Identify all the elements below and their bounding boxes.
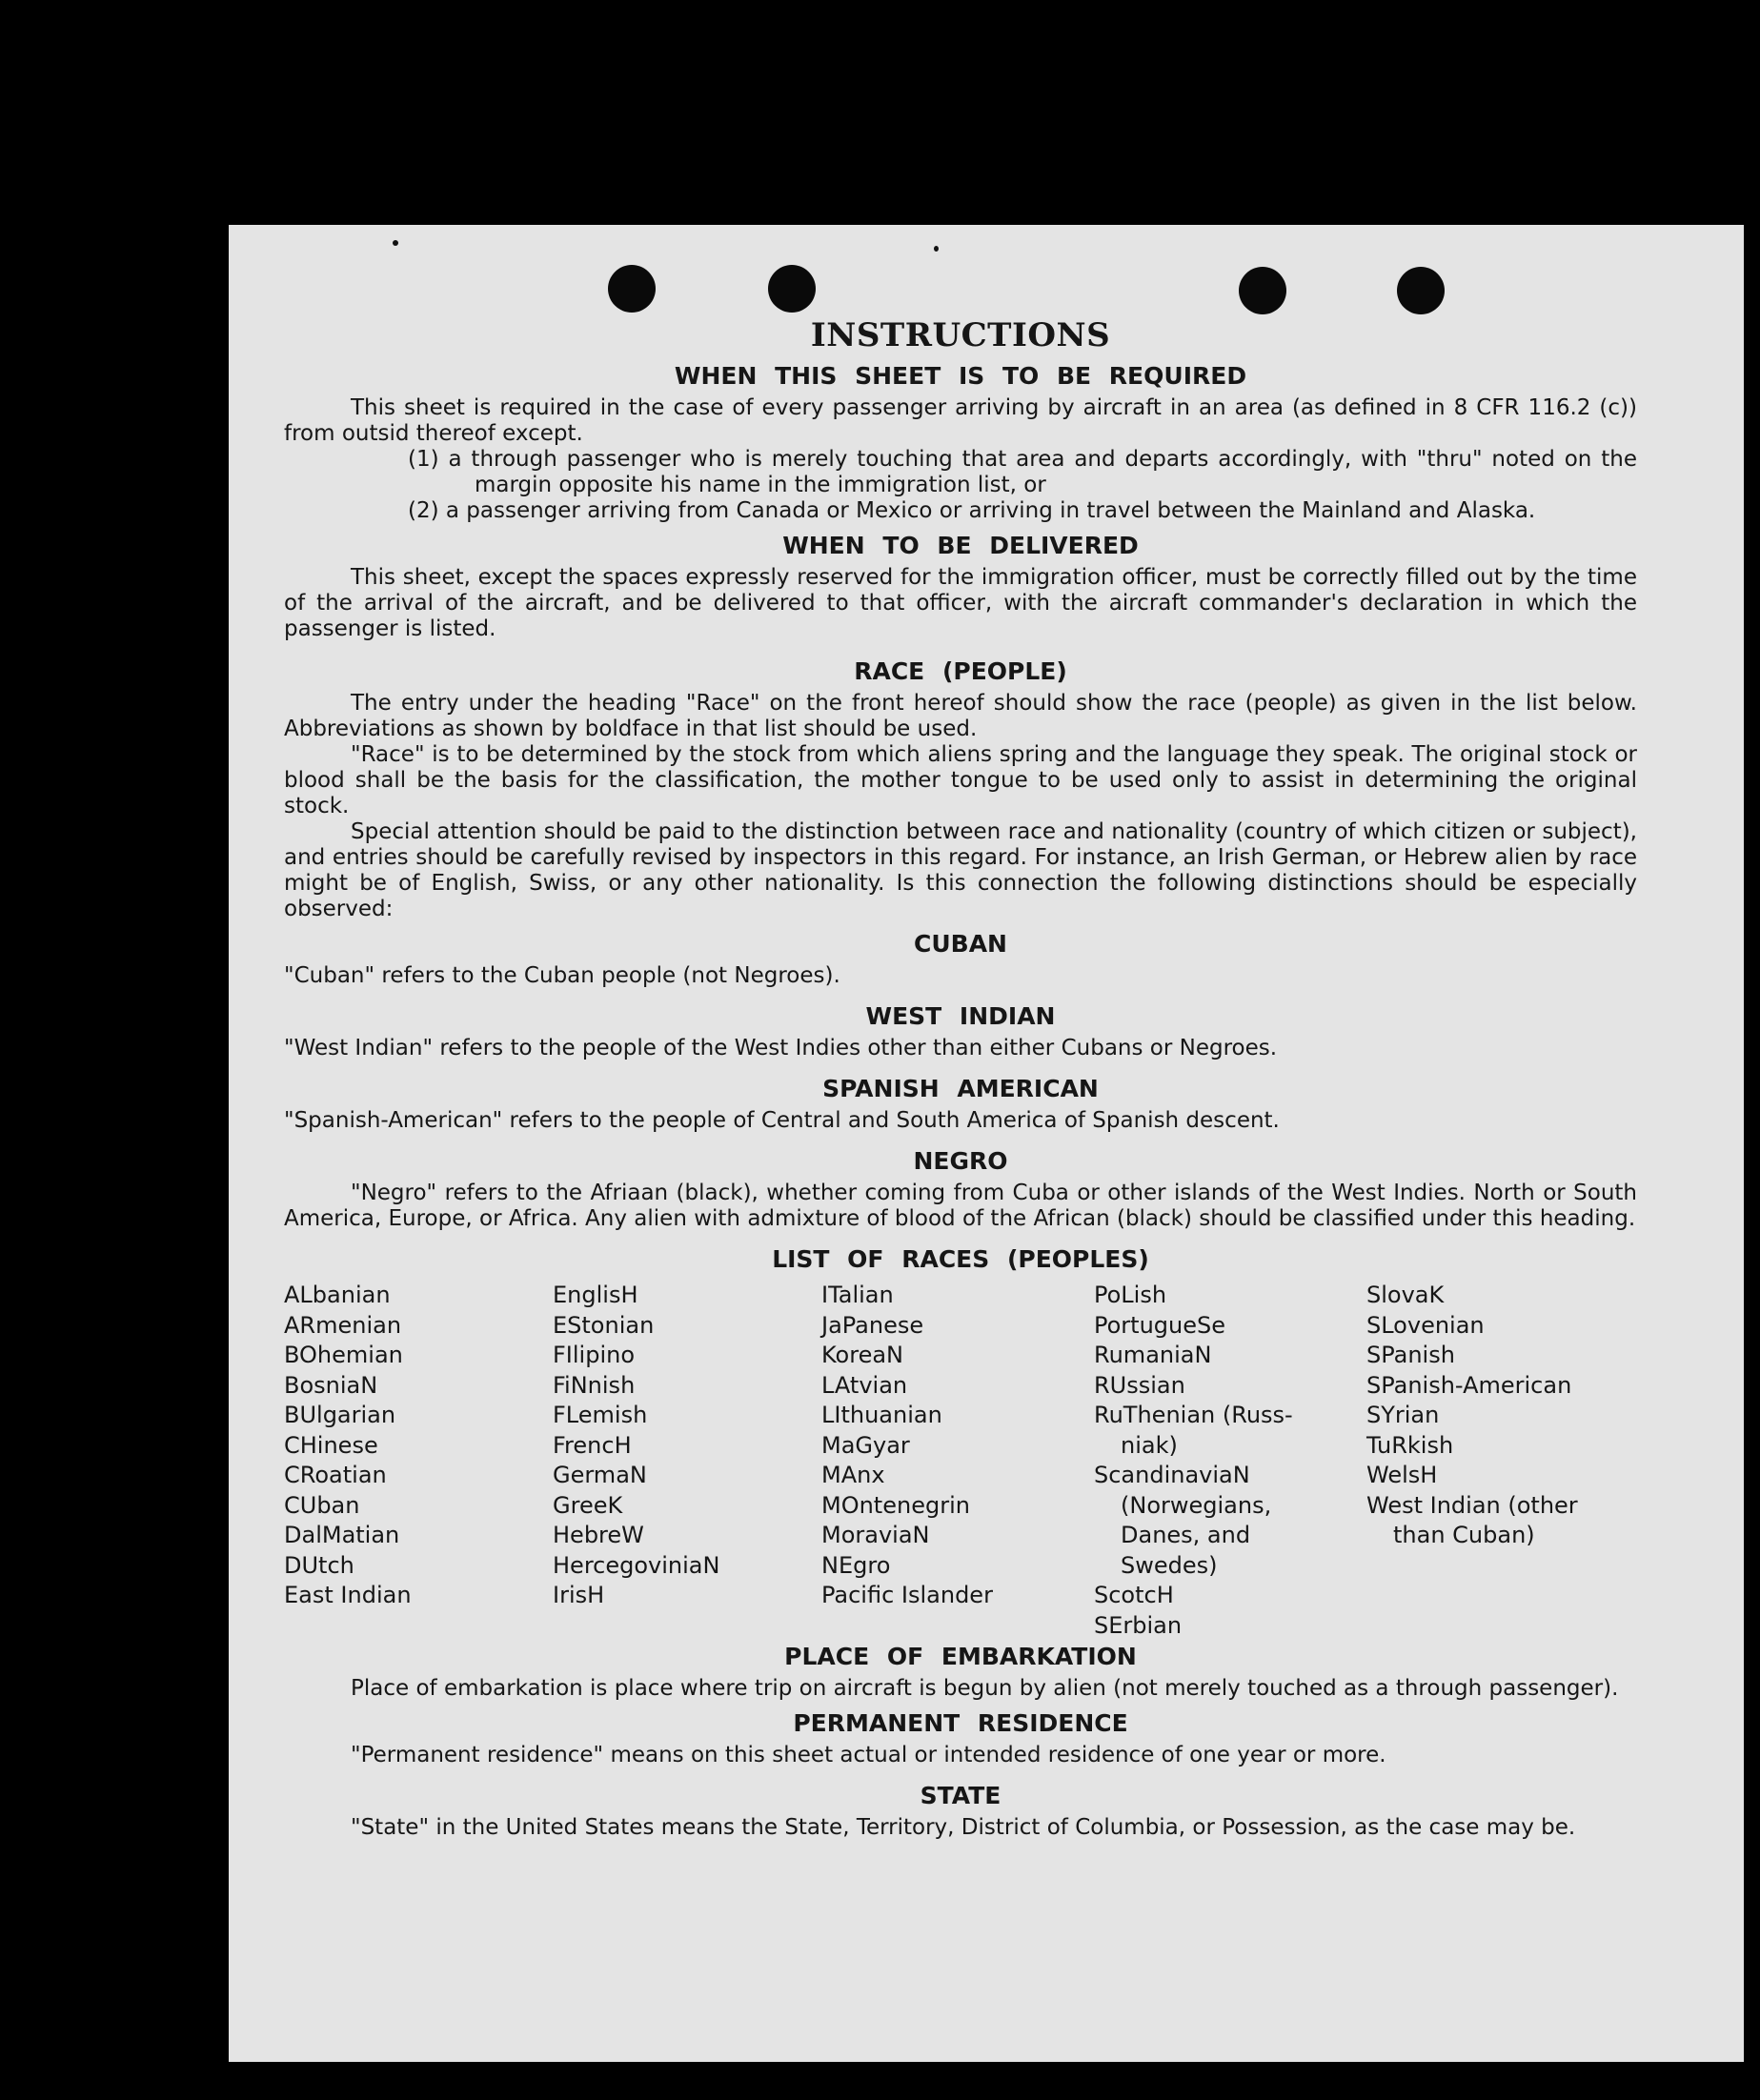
paragraph-cuban: "Cuban" refers to the Cuban people (not Negroes). [284,963,840,988]
race-entry: CRoatian [284,1462,387,1488]
race-entry: IrisH [553,1582,605,1608]
race-entry: LAtvian [821,1371,908,1399]
paragraph-spanish-american: "Spanish-American" refers to the people of Central and South America of Spanish descent. [284,1108,1280,1133]
speck [393,240,398,246]
heading-state: STATE [920,1782,1001,1809]
race-entry: MAnx [821,1462,885,1488]
race-entry: RuThenian (Russ-niak) [1094,1402,1293,1459]
race-entry: ITalian [821,1282,894,1308]
heading-when-delivered: WHEN TO BE DELIVERED [782,532,1139,559]
race-entry: BOhemian [284,1342,403,1368]
race-entry: SErbian [1094,1611,1183,1639]
punch-hole [1239,267,1286,314]
race-entry: PortugueSe [1094,1311,1225,1339]
races-column-5 [1366,1281,1637,1641]
punch-hole [608,265,656,313]
race-entry: FiNnish [553,1371,636,1399]
races-column-3 [821,1281,1094,1641]
race-entry: MaGyar [821,1431,910,1459]
paragraph-race-1: The entry under the heading "Race" on the front hereof should show the race (people) as given in the list below. Abbreviations as shown by boldface in that list should be used. [284,691,1637,741]
race-entry: FLemish [553,1402,648,1428]
race-entry: FrencH [553,1431,632,1459]
heading-cuban: CUBAN [914,930,1007,958]
race-entry: SPanish [1366,1342,1455,1368]
exception-item-1: (1) a through passenger who is merely touching that area and departs accordingly, with "thru" noted on the margin opposite his name in the immigration list, or [408,447,1637,497]
race-entry: HebreW [553,1522,644,1548]
paragraph-permanent-residence: "Permanent residence" means on this sheet actual or intended residence of one year or more. [351,1743,1386,1767]
race-entry: JaPanese [821,1311,924,1339]
race-entry: WelsH [1366,1462,1438,1488]
paragraph-west-indian: "West Indian" refers to the people of the West Indies other than either Cubans or Negroes. [284,1036,1278,1060]
paragraph-state: "State" in the United States means the State, Territory, District of Columbia, or Possession, as the case may be. [351,1815,1576,1840]
race-entry: KoreaN [821,1342,903,1368]
race-entry: DUtch [284,1551,354,1579]
race-entry: GreeK [553,1491,623,1519]
heading-list-of-races: LIST OF RACES (PEOPLES) [772,1245,1149,1273]
heading-permanent-residence: PERMANENT RESIDENCE [793,1709,1128,1737]
heading-race: RACE (PEOPLE) [854,657,1067,685]
race-entry: RumaniaN [1094,1342,1212,1368]
race-entry: FIlipino [553,1342,636,1368]
heading-spanish-american: SPANISH AMERICAN [822,1075,1099,1102]
race-entry: SPanish-American [1366,1371,1572,1399]
paragraph-when-required: This sheet is required in the case of every passenger arriving by aircraft in an area (as defined in 8 CFR 116.2 (c)) from outsid thereof except. [284,395,1637,446]
paragraph-race-2: "Race" is to be determined by the stock from which aliens spring and the language they speak. The original stock or blood shall be the basis for the classification, the mother tongue to be used only to assist in determining the original stock. [284,742,1637,818]
race-entry: CUban [284,1491,360,1519]
races-list [284,1281,1637,1641]
race-entry: DalMatian [284,1522,400,1548]
race-entry: Pacific Islander [821,1582,993,1608]
race-entry: ALbanian [284,1282,391,1308]
heading-negro: NEGRO [913,1147,1008,1175]
paragraph-when-delivered: This sheet, except the spaces expressly reserved for the immigration officer, must be correctly filled out by the time of the arrival of the aircraft, and be delivered to that officer, with the aircraft commander's declaration in which the passenger is listed. [284,565,1637,641]
heading-embarkation: PLACE OF EMBARKATION [784,1643,1137,1670]
race-entry: EStonian [553,1311,655,1339]
race-entry: RUssian [1094,1371,1185,1399]
punch-hole [768,265,816,313]
race-entry: SLovenian [1366,1311,1485,1339]
race-entry: BosniaN [284,1371,378,1399]
race-entry: EnglisH [553,1282,638,1308]
race-entry: HercegoviniaN [553,1551,720,1579]
paragraph-embarkation: Place of embarkation is place where trip on aircraft is begun by alien (not merely touched as a through passenger). [351,1676,1619,1701]
race-entry: ScandinaviaN (Norwegians, Danes, and Swedes) [1094,1462,1272,1579]
race-entry: CHinese [284,1431,378,1459]
races-column-4 [1094,1281,1366,1641]
race-entry: GermaN [553,1462,647,1488]
exception-item-2: (2) a passenger arriving from Canada or Mexico or arriving in travel between the Mainland and Alaska. [408,498,1536,523]
paragraph-race-3: Special attention should be paid to the distinction between race and nationality (country of which citizen or subject), and entries should be carefully revised by inspectors in this regard. For instance, an Irish German, or Hebrew alien by race might be of English, Swiss, or any other nationality. Is this connection the following distinctions should be especially observed: [284,819,1637,921]
race-entry: ScotcH [1094,1582,1174,1608]
race-entry: SYrian [1366,1402,1440,1428]
race-entry: East Indian [284,1582,412,1608]
document-sheet [229,225,1744,2062]
race-entry: PoLish [1094,1282,1167,1308]
document-body [284,316,1637,1841]
race-entry: NEgro [821,1551,891,1579]
punch-hole [1397,267,1445,314]
heading-west-indian: WEST INDIAN [865,1002,1056,1030]
race-entry: TuRkish [1366,1431,1454,1459]
race-entry: MOntenegrin [821,1491,970,1519]
races-column-2 [553,1281,821,1641]
races-column-1 [284,1281,553,1641]
document-title: INSTRUCTIONS [810,316,1111,354]
speck [934,246,939,252]
heading-when-required: WHEN THIS SHEET IS TO BE REQUIRED [674,362,1247,390]
race-entry: BUlgarian [284,1402,396,1428]
race-entry: West Indian (other than Cuban) [1366,1491,1578,1548]
race-entry: LIthuanian [821,1402,942,1428]
race-entry: SlovaK [1366,1282,1445,1308]
race-entry: MoraviaN [821,1522,930,1548]
paragraph-negro: "Negro" refers to the Afriaan (black), whether coming from Cuba or other islands of the West Indies. North or South America, Europe, or Africa. Any alien with admixture of blood of the African (black) should be classified under this heading. [284,1181,1637,1231]
race-entry: ARmenian [284,1311,402,1339]
